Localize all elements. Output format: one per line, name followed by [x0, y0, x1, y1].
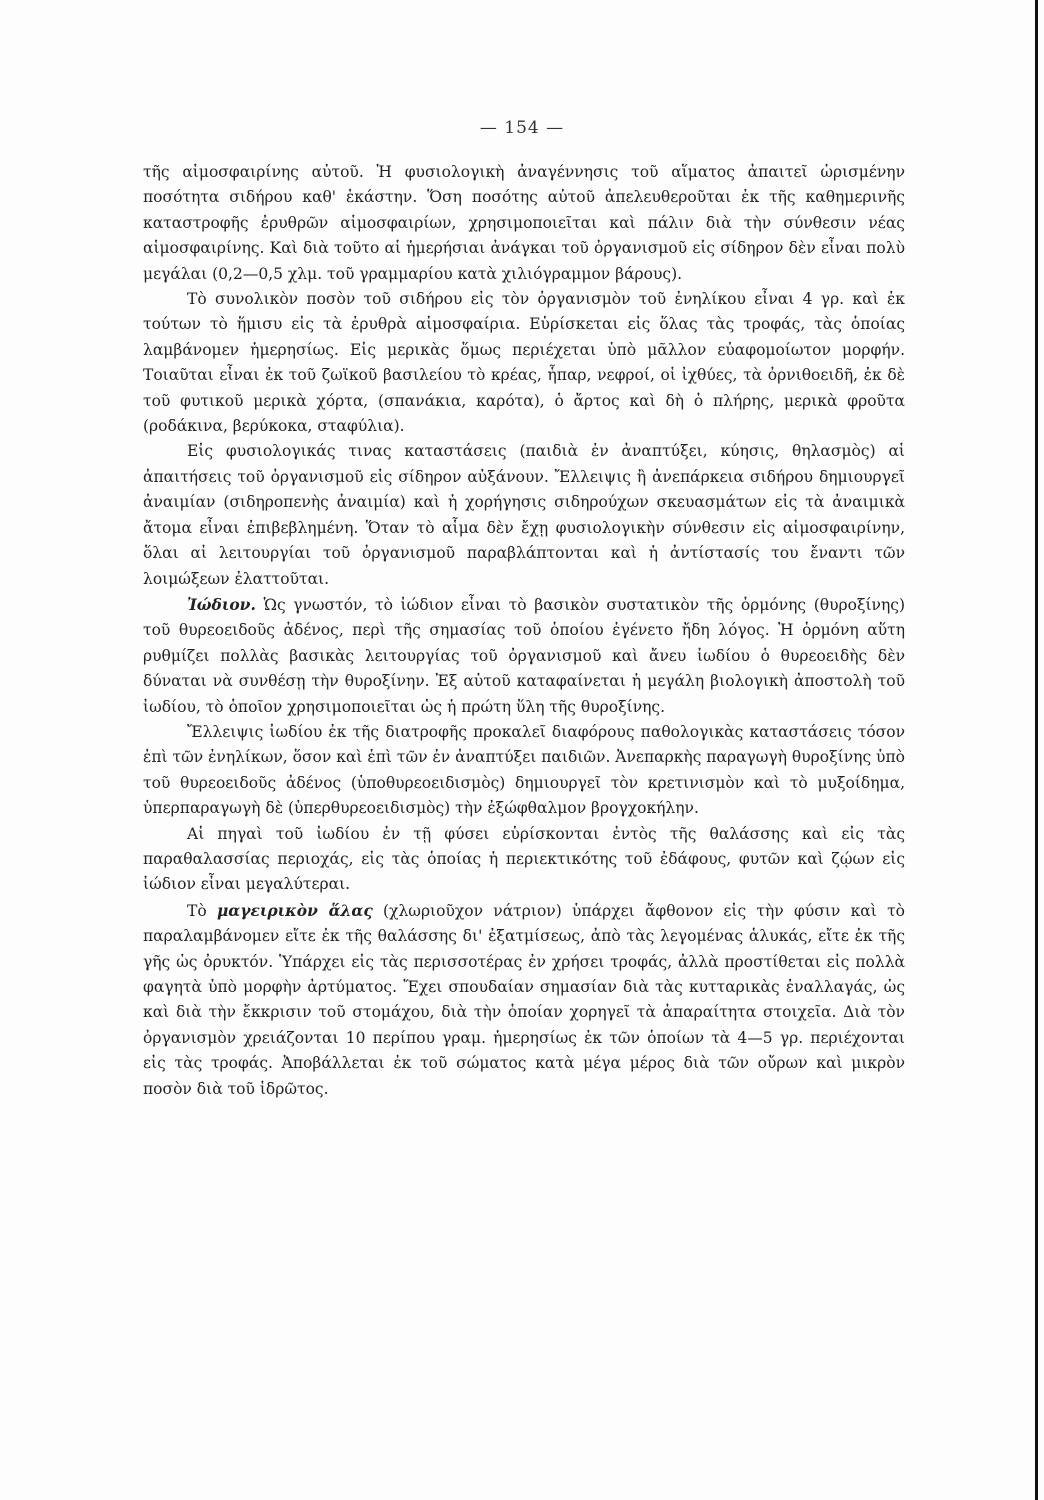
body-text	[143, 160, 905, 1102]
paragraph-iodine	[143, 592, 905, 720]
paragraph-iron-amount: Τὸ συνολικὸν ποσὸν τοῦ σιδήρου εἰς τὸν ὀργανισμὸν τοῦ ἐνηλίκου εἶναι 4 γρ. καὶ ἐκ τούτων τὸ ἥμισυ εἰς τὰ ἐρυθρὰ αἱμοσφαίρια. Εὑρίσκεται εἰς ὅλας τὰς τροφάς, τὰς ὁποίας λαμβάνομεν ἡμερησίως. Εἰς μερικὰς ὅμως περιέχεται ὑπὸ μᾶλλον εὐαφομοίωτον μορφήν. Τοιαῦται εἶναι ἐκ τοῦ ζωϊκοῦ βασιλείου τὸ κρέας, ἧπαρ, νεφροί, οἱ ἰχθύες, τὰ ὀρνιθοειδῆ, ἐκ δὲ τοῦ φυτικοῦ μερικὰ χόρτα, (σπανάκια, καρότα), ὁ ἄρτος καὶ δὴ ὁ πλήρης, μερικὰ φροῦτα (ροδάκινα, βερύκοκα, σταφύλια).	[143, 290, 905, 436]
paragraph-iodine-sources: Αἱ πηγαὶ τοῦ ἰωδίου ἐν τῇ φύσει εὑρίσκονται ἐντὸς τῆς θαλάσσης καὶ εἰς τὰς παραθαλασσίας περιοχάς, εἰς τὰς ὁποίας ἡ περιεκτικότης τοῦ ἐδάφους, φυτῶν καὶ ζῴων εἰς ἰώδιον εἶναι μεγαλύτεραι.	[143, 824, 905, 894]
paragraph-salt-text: (χλωριοῦχον νάτριον) ὑπάρχει ἄφθονον εἰς τὴν φύσιν καὶ τὸ παραλαμβάνομεν εἴτε ἐκ τῆς θαλάσσης δι' ἐξατμίσεως, ἀπὸ τὰς λεγομένας ἁλυκάς, εἴτε ἐκ τῆς γῆς ὡς ὀρυκτόν. Ὑπάρχει εἰς τὰς περισσοτέρας ἐν χρήσει τροφάς, ἀλλὰ προστίθεται εἰς πολλὰ φαγητὰ ὑπὸ μορφὴν ἀρτύματος. Ἔχει σπουδαίαν σημασίαν διὰ τὰς κυτταρικὰς ἐναλλαγάς, ὡς καὶ διὰ τὴν ἔκκρισιν τοῦ στομάχου, διὰ τὴν ὁποίαν χορηγεῖ τὰ ἀπαραίτητα στοιχεῖα. Διὰ τὸν ὀργανισμὸν χρειάζονται 10 περίπου γραμ. ἡμερησίως ἐκ τῶν ὁποίων τὰ 4—5 γρ. περιέχονται εἰς τὰς τροφάς. Ἀποβάλλεται ἐκ τοῦ σώματος κατὰ μέγα μέρος διὰ τῶν οὔρων καὶ μικρὸν ποσὸν διὰ τοῦ ἱδρῶτος.	[143, 901, 905, 1098]
paragraph-salt-prefix: Τὸ	[187, 901, 217, 920]
paragraph-iron-needs: Εἰς φυσιολογικάς τινας καταστάσεις (παιδιὰ ἐν ἀναπτύξει, κύησις, θηλασμὸς) αἱ ἀπαιτήσεις τοῦ ὀργανισμοῦ εἰς σίδηρον αὐξάνουν. Ἔλλειψις ἢ ἀνεπάρκεια σιδήρου δημιουργεῖ ἀναιμίαν (σιδηροπενὴς ἀναιμία) καὶ ἡ χορήγησις σιδηρούχων σκευασμάτων εἰς τὰ ἀναιμικὰ ἄτομα εἶναι ἐπιβεβλημένη. Ὅταν τὸ αἷμα δὲν ἔχῃ φυσιολογικὴν σύνθεσιν εἰς αἱμοσφαιρίνην, ὅλαι αἱ λειτουργίαι τοῦ ὀργανισμοῦ παραβλάπτονται καὶ ἡ ἀντίστασίς του ἔναντι τῶν λοιμώξεων ἐλαττοῦται.	[143, 442, 905, 588]
section-heading-salt: μαγειρικὸν ἅλας	[216, 900, 373, 920]
page-edge-line	[1035, 0, 1038, 1500]
paragraph-iron-continuation: τῆς αἱμοσφαιρίνης αὐτοῦ. Ἡ φυσιολογικὴ ἀναγέννησις τοῦ αἵματος ἀπαιτεῖ ὡρισμένην ποσότητα σιδήρου καθ' ἑκάστην. Ὅση ποσότης αὐτοῦ ἀπελευθεροῦται ἐκ τῆς καθημερινῆς καταστροφῆς ἐρυθρῶν αἱμοσφαιρίων, χρησιμοποιεῖται καὶ πάλιν διὰ τὴν σύνθεσιν νέας αἱμοσφαιρίνης. Καὶ διὰ τοῦτο αἱ ἡμερήσιαι ἀνάγκαι τοῦ ὀργανισμοῦ εἰς σίδηρον δὲν εἶναι πολὺ μεγάλαι (0,2—0,5 χλμ. τοῦ γραμμαρίου κατὰ χιλιόγραμμον βάρους).	[143, 163, 905, 283]
paragraph-salt	[143, 898, 905, 1102]
page-number: — 154 —	[479, 118, 565, 138]
section-heading-iodine: Ἰώδιον.	[187, 594, 256, 614]
paragraph-iodine-deficiency: Ἔλλειψις ἰωδίου ἐκ τῆς διατροφῆς προκαλεῖ διαφόρους παθολογικὰς καταστάσεις τόσον ἐπὶ τῶν ἐνηλίκων, ὅσον καὶ ἐπὶ τῶν ἐν ἀναπτύξει παιδιῶν. Ἀνεπαρκὴς παραγωγὴ θυροξίνης ὑπὸ τοῦ θυρεοειδοῦς ἀδένος (ὑποθυρεοειδισμὸς) δημιουργεῖ τὸν κρετινισμὸν καὶ τὸ μυξοίδημα, ὑπερπαραγωγὴ δὲ (ὑπερθυρεοειδισμὸς) τὴν ἐξώφθαλμον βρογχοκήλην.	[143, 722, 905, 818]
paragraph-iodine-text: Ὡς γνωστόν, τὸ ἰώδιον εἶναι τὸ βασικὸν συστατικὸν τῆς ὁρμόνης (θυροξίνης) τοῦ θυρεοειδοῦς ἀδένος, περὶ τῆς σημασίας τοῦ ὁποίου ἐγένετο ἤδη λόγος. Ἡ ὁρμόνη αὕτη ρυθμίζει πολλὰς βασικὰς λειτουργίας τοῦ ὀργανισμοῦ καὶ ἄνευ ἰωδίου ὁ θυρεοειδὴς δὲν δύναται νὰ συνθέσῃ τὴν θυροξίνην. Ἐξ αὐτοῦ καταφαίνεται ἡ μεγάλη βιολογικὴ ἀποστολὴ τοῦ ἰωδίου, τὸ ὁποῖον χρησιμοποιεῖται ὡς ἡ πρώτη ὕλη τῆς θυροξίνης.	[143, 595, 905, 716]
